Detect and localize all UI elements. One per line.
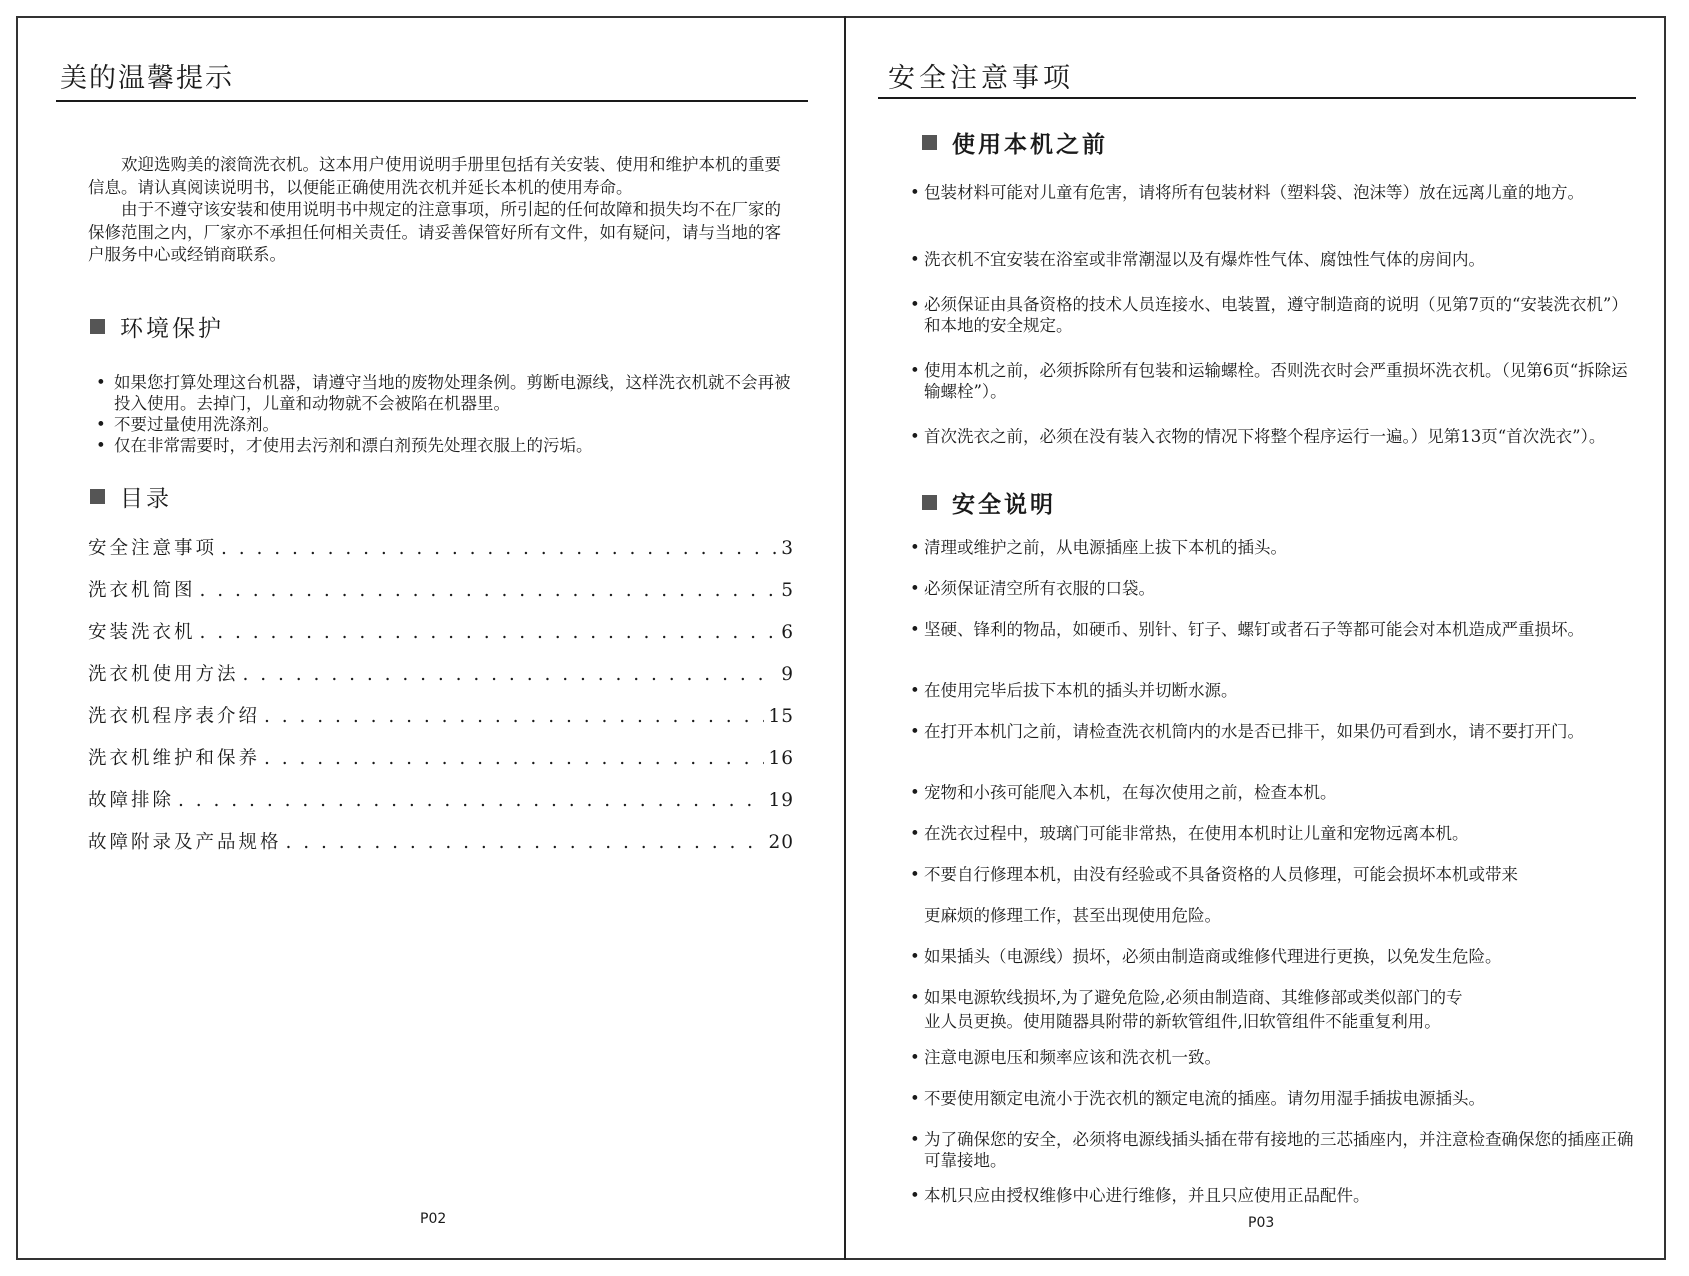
toc-entry-label: 洗衣机维护和保养 bbox=[88, 748, 261, 769]
list-item-text: 包装材料可能对儿童有危害，请将所有包装材料（塑料袋、泡沫等）放在远离儿童的地方。 bbox=[924, 183, 1584, 202]
section-heading-environment bbox=[90, 310, 224, 343]
bullet-icon: • bbox=[96, 436, 106, 455]
list-item bbox=[910, 1129, 1644, 1171]
toc-page-number: 16 bbox=[768, 748, 794, 769]
list-item-text: 注意电源电压和频率应该和洗衣机一致。 bbox=[924, 1048, 1221, 1067]
list-item-text: 首次洗衣之前，必须在没有装入衣物的情况下将整个程序运行一遍。）见第13页“首次洗衣”）。 bbox=[924, 427, 1606, 446]
page-title: 美的温馨提示 bbox=[60, 63, 234, 94]
toc-entry-label: 洗衣机简图 bbox=[88, 580, 196, 601]
bullet-icon: • bbox=[910, 1186, 920, 1205]
list-item-text: 洗衣机不宜安装在浴室或非常潮湿以及有爆炸性气体、腐蚀性气体的房间内。 bbox=[924, 250, 1485, 269]
bullet-icon: • bbox=[910, 427, 920, 446]
list-item bbox=[910, 537, 1644, 558]
list-item-text: 必须保证由具备资格的技术人员连接水、电装置，遵守制造商的说明（见第7页的“安装洗衣机”）和本地的安全规定。 bbox=[924, 295, 1628, 335]
toc-entry[interactable] bbox=[88, 786, 794, 828]
list-item-text: 更麻烦的修理工作，甚至出现使用危险。 bbox=[924, 906, 1221, 925]
square-bullet-icon bbox=[90, 319, 105, 334]
section-heading-label: 使用本机之前 bbox=[952, 132, 1108, 158]
list-item bbox=[96, 435, 796, 456]
section-heading-safety bbox=[922, 486, 1056, 519]
section-heading-toc bbox=[90, 480, 172, 513]
bullet-icon: • bbox=[96, 415, 106, 434]
list-item-text: 宠物和小孩可能爬入本机，在每次使用之前，检查本机。 bbox=[924, 783, 1337, 802]
toc-leader bbox=[200, 622, 778, 643]
list-item-text: 仅在非常需要时，才使用去污剂和漂白剂预先处理衣服上的污垢。 bbox=[114, 436, 593, 455]
bullet-icon: • bbox=[910, 824, 920, 843]
toc-entry[interactable] bbox=[88, 618, 794, 660]
bullet-icon: • bbox=[910, 947, 920, 966]
intro-paragraph: 欢迎选购美的滚筒洗衣机。这本用户使用说明手册里包括有关安装、使用和维护本机的重要信息。请认真阅读说明书，以便能正确使用洗衣机并延长本机的使用寿命。 bbox=[88, 155, 781, 197]
toc-page-number: 5 bbox=[781, 580, 794, 601]
toc-leader bbox=[264, 748, 764, 769]
section-heading-label: 目录 bbox=[120, 486, 172, 512]
list-item-text: 不要过量使用洗涤剂。 bbox=[114, 415, 279, 434]
toc-page-number: 6 bbox=[781, 622, 794, 643]
list-item-text: 在打开本机门之前，请检查洗衣机筒内的水是否已排干，如果仍可看到水，请不要打开门。 bbox=[924, 722, 1584, 741]
bullet-icon: • bbox=[910, 361, 920, 380]
toc-entry-label: 洗衣机程序表介绍 bbox=[88, 706, 261, 727]
list-item bbox=[910, 619, 1644, 640]
page-number: P02 bbox=[420, 1211, 447, 1227]
toc-leader bbox=[286, 832, 765, 853]
bullet-icon: • bbox=[910, 988, 920, 1007]
toc-entry-label: 安全注意事项 bbox=[88, 538, 218, 559]
toc-leader bbox=[264, 706, 764, 727]
list-item bbox=[910, 946, 1644, 967]
bullet-icon: • bbox=[910, 1089, 920, 1108]
list-item bbox=[910, 249, 1644, 270]
left-page bbox=[18, 18, 844, 1258]
list-item bbox=[910, 864, 1644, 885]
list-item-text: 如果电源软线损坏,为了避免危险,必须由制造商、其维修部或类似部门的专 bbox=[924, 988, 1463, 1007]
list-item bbox=[910, 823, 1644, 844]
square-bullet-icon bbox=[90, 489, 105, 504]
toc-entry[interactable] bbox=[88, 534, 794, 576]
bullet-icon: • bbox=[910, 783, 920, 802]
list-item bbox=[910, 578, 1644, 599]
bullet-icon: • bbox=[910, 1048, 920, 1067]
list-item-text: 清理或维护之前，从电源插座上拔下本机的插头。 bbox=[924, 538, 1287, 557]
list-item bbox=[910, 294, 1644, 336]
list-item bbox=[910, 182, 1644, 203]
square-bullet-icon bbox=[922, 135, 937, 150]
bullet-icon: • bbox=[910, 865, 920, 884]
toc-page-number: 19 bbox=[768, 790, 794, 811]
list-item bbox=[910, 426, 1644, 447]
toc-entry[interactable] bbox=[88, 744, 794, 786]
section-heading-before-use bbox=[922, 126, 1108, 159]
toc-entry[interactable] bbox=[88, 660, 794, 702]
bullet-icon: • bbox=[910, 183, 920, 202]
toc-entry[interactable] bbox=[88, 576, 794, 618]
list-item bbox=[910, 680, 1644, 701]
list-item bbox=[910, 1088, 1644, 1109]
toc-page-number: 15 bbox=[768, 706, 794, 727]
bullet-icon: • bbox=[910, 538, 920, 557]
list-item-text: 如果您打算处理这台机器，请遵守当地的废物处理条例。剪断电源线，这样洗衣机就不会再被投入使用。去掉门，儿童和动物就不会被陷在机器里。 bbox=[114, 373, 791, 413]
list-item-text: 在使用完毕后拔下本机的插头并切断水源。 bbox=[924, 681, 1238, 700]
square-bullet-icon bbox=[922, 495, 937, 510]
list-item-text: 业人员更换。使用随器具附带的新软管组件,旧软管组件不能重复利用。 bbox=[924, 1012, 1441, 1031]
page-title: 安全注意事项 bbox=[888, 63, 1074, 94]
toc-page-number: 9 bbox=[781, 664, 794, 685]
bullet-icon: • bbox=[910, 1130, 920, 1149]
section-heading-label: 环境保护 bbox=[120, 316, 224, 342]
toc-page-number: 3 bbox=[781, 538, 794, 559]
list-item-text: 如果插头（电源线）损坏，必须由制造商或维修代理进行更换，以免发生危险。 bbox=[924, 947, 1502, 966]
list-item bbox=[910, 987, 1644, 1008]
list-item-text: 不要自行修理本机，由没有经验或不具备资格的人员修理，可能会损坏本机或带来 bbox=[924, 865, 1518, 884]
toc-entry-label: 安装洗衣机 bbox=[88, 622, 196, 643]
bullet-icon: • bbox=[910, 681, 920, 700]
toc-entry[interactable] bbox=[88, 828, 794, 870]
toc-page-number: 20 bbox=[768, 832, 794, 853]
list-item-text: 必须保证清空所有衣服的口袋。 bbox=[924, 579, 1155, 598]
list-item bbox=[96, 372, 796, 414]
list-item-text: 本机只应由授权维修中心进行维修，并且只应使用正品配件。 bbox=[924, 1186, 1370, 1205]
bullet-icon: • bbox=[910, 620, 920, 639]
toc-leader bbox=[178, 790, 764, 811]
list-item bbox=[96, 414, 796, 435]
list-item-text: 使用本机之前，必须拆除所有包装和运输螺栓。否则洗衣时会严重损坏洗衣机。（见第6页“拆除运输螺栓”）。 bbox=[924, 361, 1628, 401]
list-item-text: 不要使用额定电流小于洗衣机的额定电流的插座。请勿用湿手插拔电源插头。 bbox=[924, 1089, 1485, 1108]
toc-leader bbox=[221, 538, 777, 559]
intro-paragraph: 由于不遵守该安装和使用说明书中规定的注意事项，所引起的任何故障和损失均不在厂家的保修范围之内，厂家亦不承担任何相关责任。请妥善保管好所有文件，如有疑问，请与当地的客户服务中心或经销商联系。 bbox=[88, 200, 781, 264]
list-item bbox=[910, 360, 1644, 402]
list-item bbox=[910, 1185, 1644, 1206]
bullet-icon: • bbox=[910, 250, 920, 269]
list-item bbox=[910, 721, 1644, 742]
list-item-text: 为了确保您的安全，必须将电源线插头插在带有接地的三芯插座内，并注意检查确保您的插座正确可靠接地。 bbox=[924, 1130, 1634, 1170]
bullet-icon: • bbox=[910, 295, 920, 314]
bullet-icon: • bbox=[910, 722, 920, 741]
section-heading-label: 安全说明 bbox=[952, 492, 1056, 518]
toc-leader bbox=[243, 664, 778, 685]
toc-entry[interactable] bbox=[88, 702, 794, 744]
toc-entry-label: 故障附录及产品规格 bbox=[88, 832, 282, 853]
bullet-icon: • bbox=[96, 373, 106, 392]
toc-leader bbox=[200, 580, 778, 601]
list-item bbox=[910, 1047, 1644, 1068]
intro-text bbox=[88, 154, 794, 267]
right-page bbox=[846, 18, 1664, 1258]
title-rule bbox=[878, 97, 1636, 99]
toc-entry-label: 故障排除 bbox=[88, 790, 175, 811]
list-item-continuation bbox=[924, 1011, 1644, 1032]
bullet-icon: • bbox=[910, 579, 920, 598]
page-number: P03 bbox=[1248, 1215, 1275, 1231]
title-rule bbox=[56, 100, 808, 102]
list-item bbox=[910, 782, 1644, 803]
list-item-text: 坚硬、锋利的物品，如硬币、别针、钉子、螺钉或者石子等都可能会对本机造成严重损坏。 bbox=[924, 620, 1584, 639]
table-of-contents bbox=[88, 534, 794, 870]
environment-list bbox=[96, 372, 796, 456]
toc-entry-label: 洗衣机使用方法 bbox=[88, 664, 239, 685]
list-item-text: 在洗衣过程中，玻璃门可能非常热，在使用本机时让儿童和宠物远离本机。 bbox=[924, 824, 1469, 843]
list-item-continuation bbox=[924, 905, 1644, 926]
